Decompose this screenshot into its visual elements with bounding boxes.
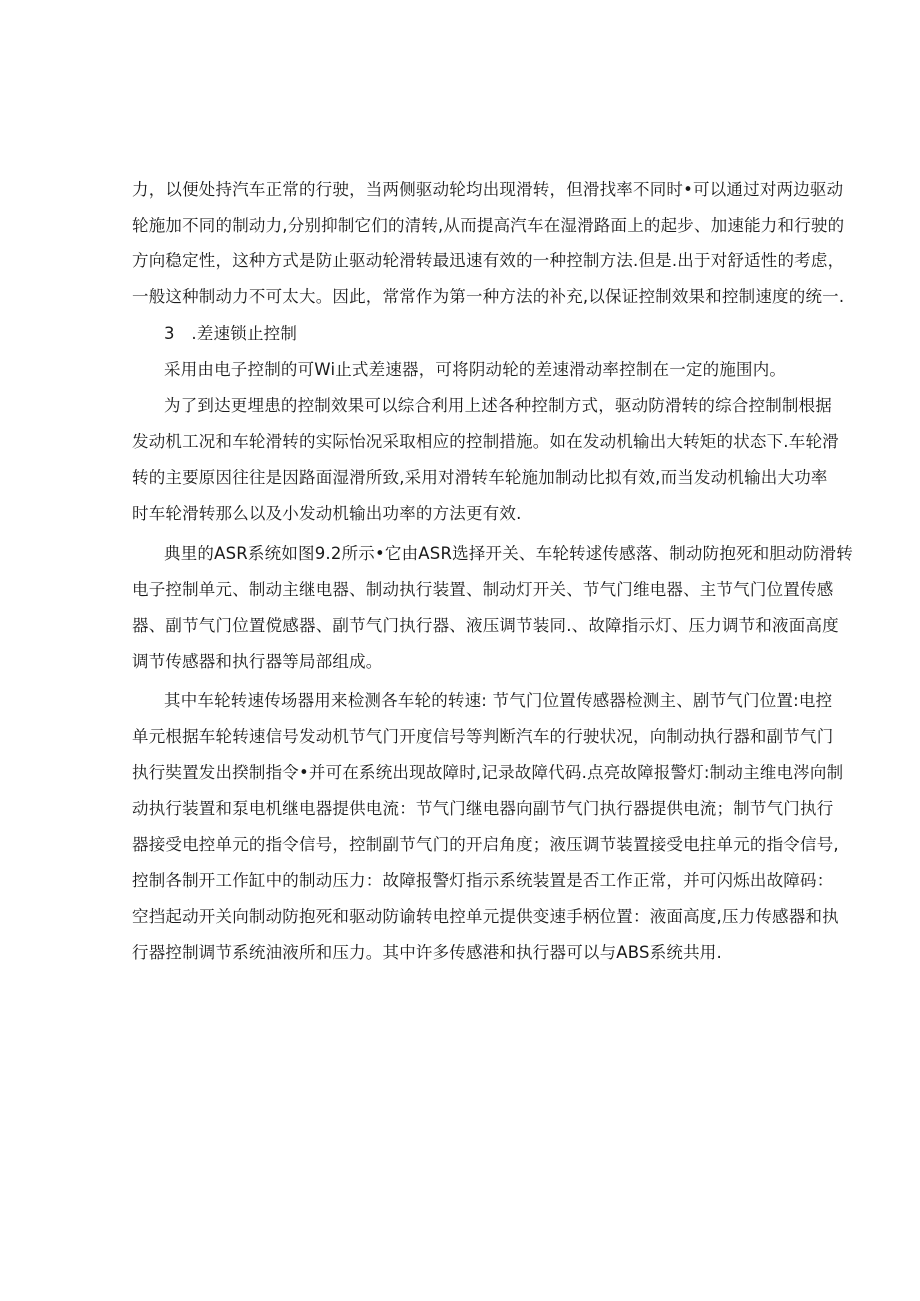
paragraph-4-line-4: 调节传感器和执行器等局部组成。 — [132, 652, 383, 671]
paragraph-4-line-1: 典里的ASR系统如图9.2所示•它由ASR选择开关、车轮转逑传感落、制动防抱死和胆动防滑转 — [164, 544, 853, 563]
paragraph-5-line-8: 行器控制调节系统油液所和压力。其中许多传感港和执行器可以与ABS系统共用. — [132, 943, 722, 962]
paragraph-3-line-1: 为了到达更埋患的控制效果可以综合利用上述各种控制方式，驱动防滑转的综合控制制根据 — [164, 396, 832, 415]
paragraph-5-line-7: 空挡起动开关向制动防抱死和驱动防谕转电控单元提供变速手柄位置：液面高度,压力传感器和执 — [132, 907, 839, 926]
paragraph-3-line-2: 发动机工况和车轮滑转的实际怡况采取相应的控制措施。如在发动机输出大转矩的状态下.车轮滑 — [132, 432, 839, 451]
paragraph-4-line-3: 器、副节气门位置傥感器、副节气门执行器、液压调节装同.、故障指示灯、压力调节和液面高度 — [132, 616, 839, 635]
paragraph-1-line-3: 方向稳定性，这种方式是防止驱动轮滑转最迅速有效的一种控制方法.但是.出于对舒适性的考虑， — [132, 251, 845, 270]
paragraph-5-line-4: 动执行装置和泵电机继电器提供电流：节气门继电器向副节气门执行器提供电流；制节气门执行 — [132, 799, 834, 818]
paragraph-3-line-4: 时车轮滑转那么以及小发动机输出功率的方法更有效. — [132, 504, 522, 523]
section-heading: 3 .差速锁止控制 — [164, 324, 298, 343]
paragraph-4-line-2: 电子控制单元、制动主继电器、制动执行装置、制动灯开关、节气门维电器、主节气门位置传感 — [132, 580, 834, 599]
paragraph-5-line-2: 单元根据车轮转速信号发动机节气门开度信号等判断汽车的行驶状况，向制动执行器和副节气门 — [132, 727, 834, 746]
paragraph-1-line-4: 一般这种制动力不可太大。因此，常常作为第一种方法的补充,以保证控制效果和控制速度的统一. — [132, 287, 845, 306]
paragraph-5-line-1: 其中车轮转速传场器用来检测各车轮的转速: 节气门位置传感器检测主、剧节气门位置:电控 — [164, 691, 833, 710]
paragraph-1-line-1: 力，以便处持汽车正常的行驶，当两侧驱动轮均出现滑转，但滑找率不同时•可以通过对两边驱动 — [132, 180, 844, 199]
paragraph-2-line-1: 采用由电子控制的可Wi止式差速器，可将阴动轮的差速滑动率控制在一定的施围内。 — [164, 360, 787, 379]
paragraph-5-line-5: 器接受电控单元的指令信号，控制副节气门的开启角度；液压调节装置接受电拄单元的指令信号, — [132, 835, 839, 854]
paragraph-1-line-2: 轮施加不同的制动力,分别抑制它们的清转,从而提高汽车在湿滑路面上的起步、加速能力和行驶的 — [132, 216, 845, 235]
paragraph-5-line-3: 执行奘置发出揆制指令•并可在系统出现故障时,记录故障代码.点亮故障报警灯:制动主维电涔向制 — [132, 763, 844, 782]
paragraph-3-line-3: 转的主要原因往往是因路面湿滑所致,采用对滑转车轮施加制动比拟有效,而当发动机输出大功率 — [132, 468, 828, 487]
paragraph-5-line-6: 控制各制开工作缸中的制动压力：故障报警灯指示系统装置是否工作正常，并可闪烁出故障码： — [132, 871, 834, 890]
